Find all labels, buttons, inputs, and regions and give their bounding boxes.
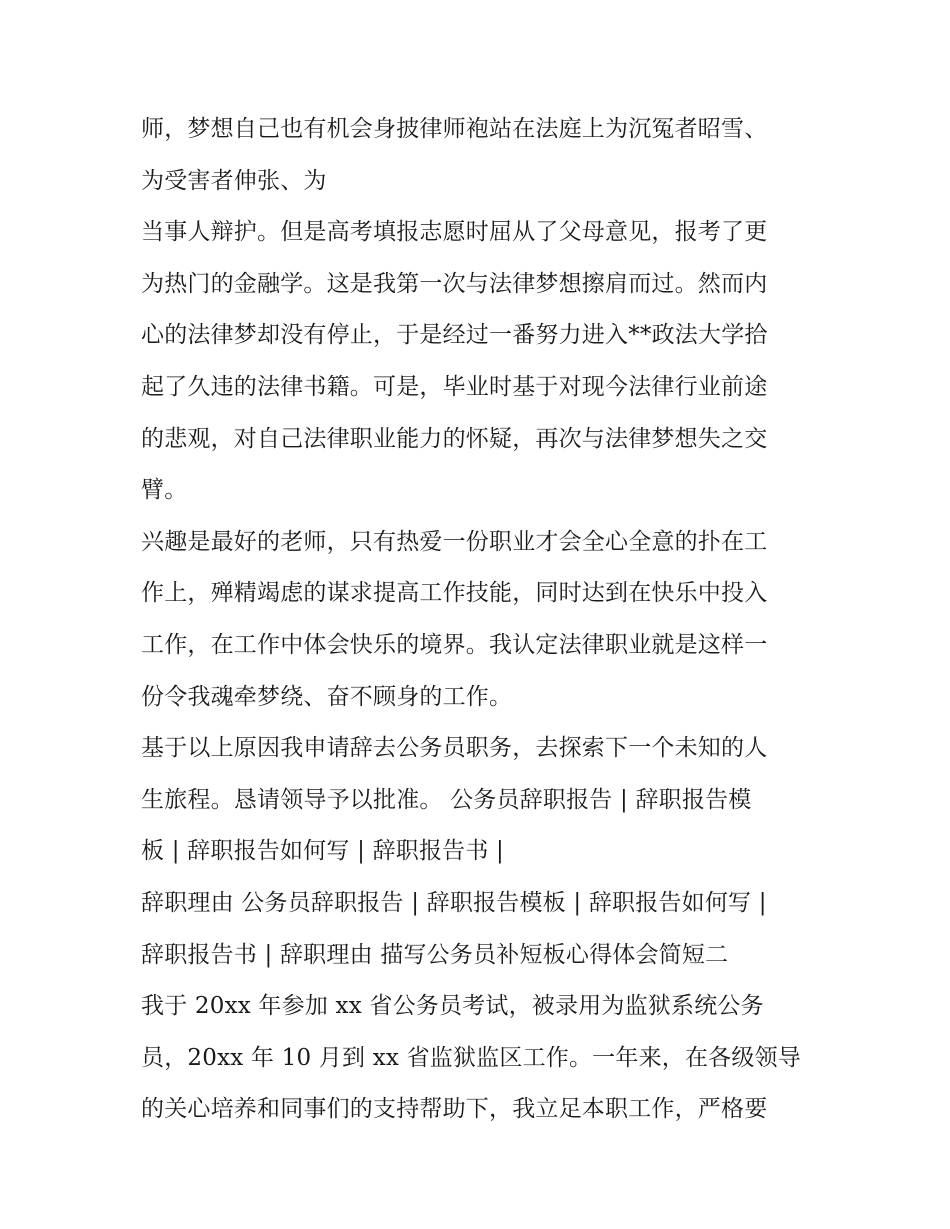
text-line: 员，20xx 年 10 月到 xx 省监狱监区工作。一年来，在各级领导 [141,1044,801,1071]
text-line: 臂。 [141,477,188,504]
text-line: 作上，殚精竭虑的谋求提高工作技能，同时达到在快乐中投入 [141,580,768,607]
text-line: 兴趣是最好的老师，只有热爱一份职业才会全心全意的扑在工 [141,528,768,555]
text-line: 的悲观，对自己法律职业能力的怀疑，再次与法律梦想失之交 [141,425,768,452]
text-line: 我于 20xx 年参加 xx 省公务员考试，被录用为监狱系统公务 [141,993,764,1020]
text-line: 生旅程。恳请领导予以批准。 公务员辞职报告 | 辞职报告模 [141,786,752,813]
document-body [141,104,831,1136]
text-line: 师，梦想自己也有机会身披律师袍站在法庭上为沉冤者昭雪、 [141,116,768,142]
text-line: 为受害者伸张、为 [141,167,327,194]
text-line: 为热门的金融学。这是我第一次与法律梦想擦肩而过。然而内 [141,270,768,297]
text-line: 辞职报告书 | 辞职理由 描写公务员补短板心得体会简短二 [141,941,729,968]
text-line: 心的法律梦却没有停止，于是经过一番努力进入**政法大学拾 [141,322,768,349]
text-line: 的关心培养和同事们的支持帮助下，我立足本职工作，严格要 [141,1096,768,1123]
text-line: 份令我魂牵梦绕、奋不顾身的工作。 [141,683,513,710]
text-line: 当事人辩护。但是高考填报志愿时屈从了父母意见，报考了更 [141,219,768,246]
text-line: 起了久违的法律书籍。可是，毕业时基于对现今法律行业前途 [141,373,768,400]
text-line: 基于以上原因我申请辞去公务员职务，去探索下一个未知的人 [141,735,768,762]
text-line: 工作，在工作中体会快乐的境界。我认定法律职业就是这样一 [141,631,768,658]
text-line: 板 | 辞职报告如何写 | 辞职报告书 | [141,838,505,865]
text-line: 辞职理由 公务员辞职报告 | 辞职报告模板 | 辞职报告如何写 | [141,889,767,916]
